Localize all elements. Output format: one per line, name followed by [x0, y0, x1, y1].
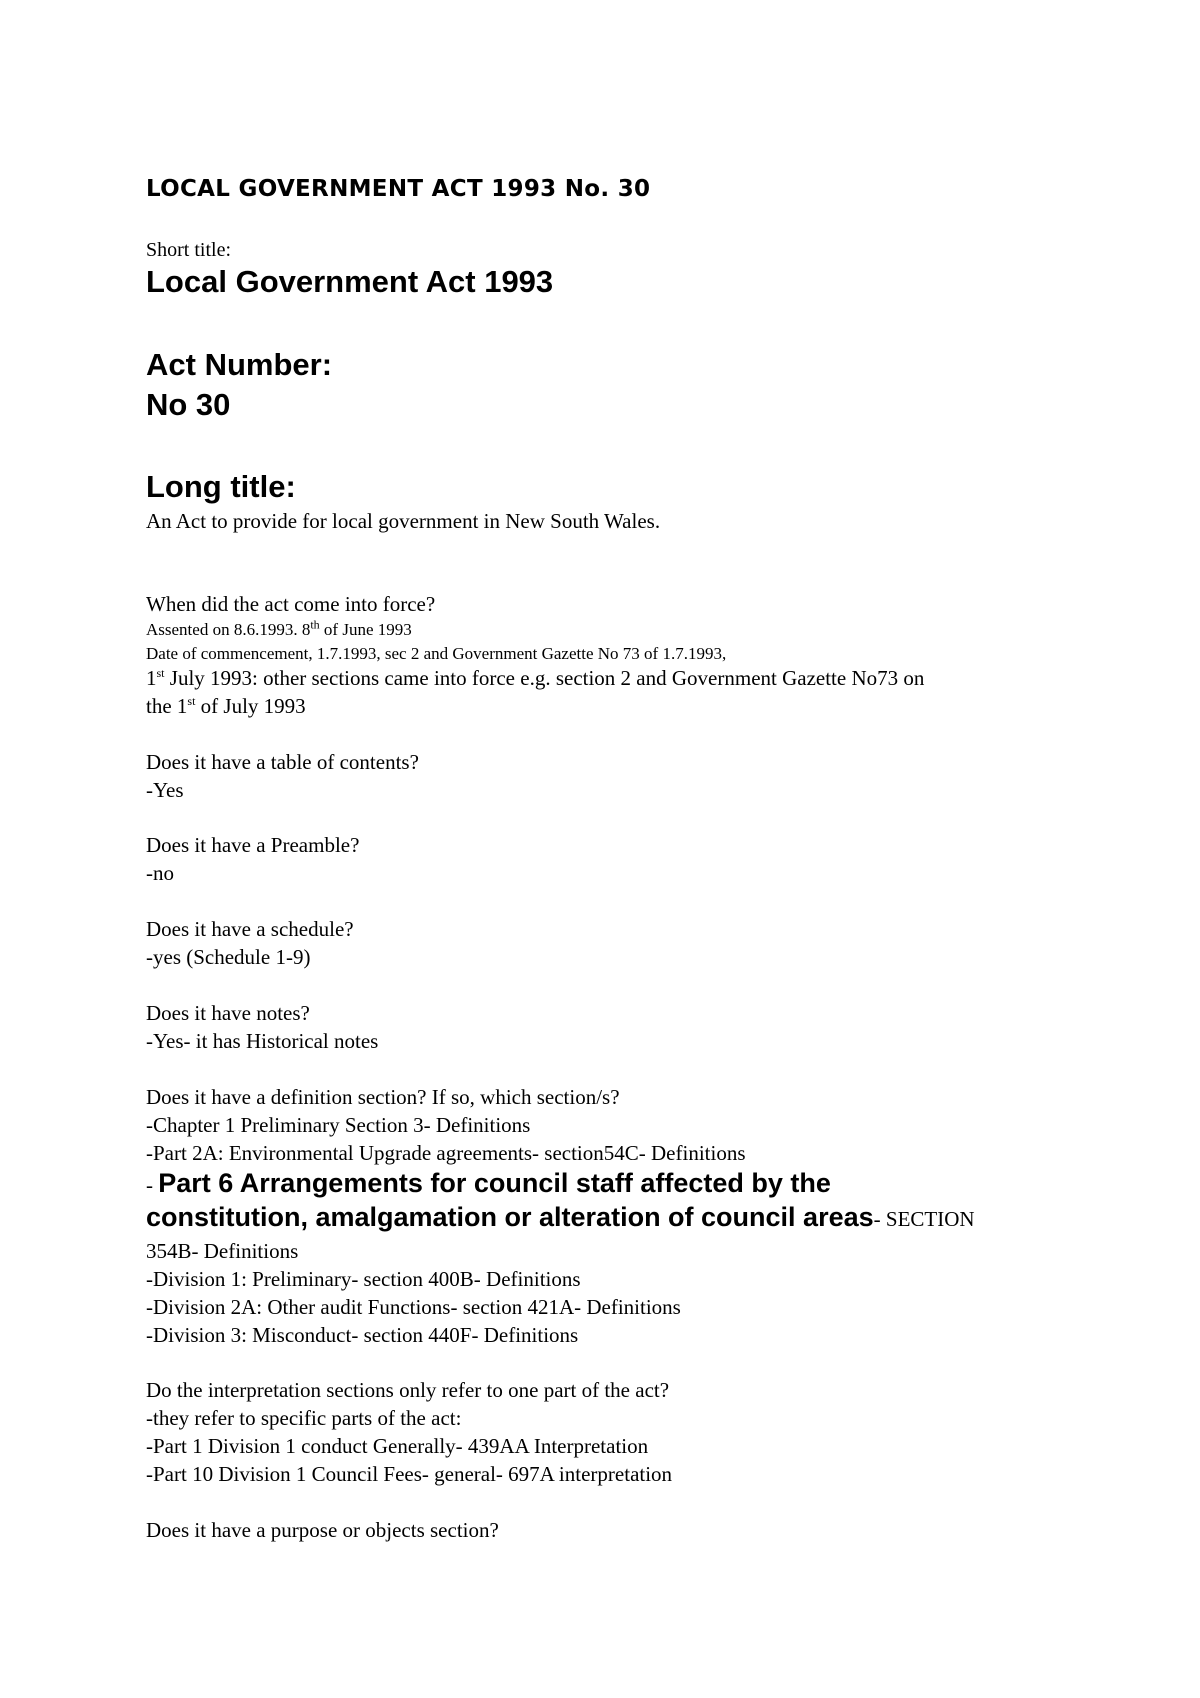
interpretation-question: Do the interpretation sections only refer to one part of the act?: [146, 1378, 670, 1402]
act-number-label: Act Number:: [146, 347, 333, 382]
toc-answer: -Yes: [146, 778, 184, 802]
notes-question: Does it have notes?: [146, 1001, 310, 1025]
act-number: No 30: [146, 387, 231, 422]
toc-question: Does it have a table of contents?: [146, 750, 419, 774]
long-title-label: Long title:: [146, 469, 296, 504]
force-question: When did the act come into force?: [146, 592, 436, 616]
schedule-question: Does it have a schedule?: [146, 917, 354, 941]
schedule-answer: -yes (Schedule 1-9): [146, 945, 311, 969]
interpretation-item: -Part 10 Division 1 Council Fees- general- 697A interpretation: [146, 1462, 673, 1486]
definitions-item: -Division 3: Misconduct- section 440F- Definitions: [146, 1323, 579, 1347]
document-heading: LOCAL GOVERNMENT ACT 1993 No. 30: [146, 176, 651, 202]
definitions-item: -Division 2A: Other audit Functions- section 421A- Definitions: [146, 1295, 681, 1319]
definitions-question: Does it have a definition section? If so, which section/s?: [146, 1085, 620, 1109]
short-title-label: Short title:: [146, 239, 231, 261]
interpretation-answer: -they refer to specific parts of the act:: [146, 1406, 462, 1430]
notes-answer: -Yes- it has Historical notes: [146, 1029, 379, 1053]
long-title: An Act to provide for local government in New South Wales.: [146, 509, 661, 533]
definitions-item: -Part 2A: Environmental Upgrade agreements- section54C- Definitions: [146, 1141, 746, 1165]
purpose-question: Does it have a purpose or objects section?: [146, 1518, 499, 1542]
commencement-line: Date of commencement, 1.7.1993, sec 2 and Government Gazette No 73 of 1.7.1993,: [146, 644, 727, 663]
definitions-item: 354B- Definitions: [146, 1239, 299, 1263]
assented-line: Assented on 8.6.1993. 8th of June 1993: [146, 617, 412, 639]
definitions-item: -Chapter 1 Preliminary Section 3- Definitions: [146, 1113, 531, 1137]
part6-line-2: constitution, amalgamation or alteration of council areas- SECTION: [146, 1202, 975, 1232]
interpretation-item: -Part 1 Division 1 conduct Generally- 439AA Interpretation: [146, 1434, 649, 1458]
definitions-item: -Division 1: Preliminary- section 400B- Definitions: [146, 1267, 581, 1291]
force-detail-line: 1st July 1993: other sections came into force e.g. section 2 and Government Gazette No73 on: [146, 666, 925, 690]
preamble-answer: -no: [146, 861, 174, 885]
force-detail-line-2: the 1st of July 1993: [146, 694, 306, 718]
short-title: Local Government Act 1993: [146, 264, 554, 299]
preamble-question: Does it have a Preamble?: [146, 833, 360, 857]
part6-line: - Part 6 Arrangements for council staff affected by the: [146, 1168, 831, 1198]
